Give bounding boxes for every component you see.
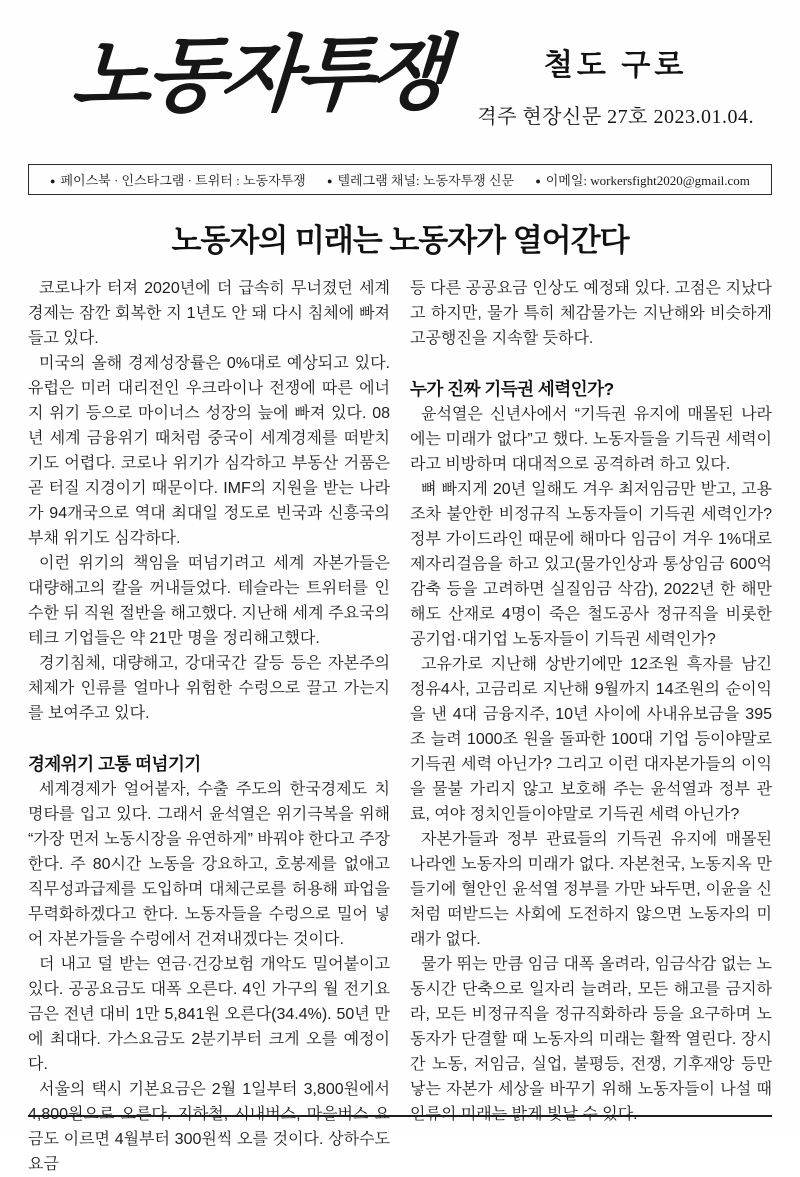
article-paragraph: 미국의 올해 경제성장률은 0%대로 예상되고 있다. 유럽은 미러 대리전인 우크라이나 전쟁에 따른 에너지 위기 등으로 마이너스 성장의 늪에 빠져 있다. 08년 세계 금융위기 때처럼 중국이 세계경제를 떠받치기도 어렵다. 코로나 위기가 심각하고 부동산 거품은 곧 터질 지경이기 때문이다. IMF의 지원을 받는 나라가 94개국으로 역대 최대일 정도로 빈국과 신흥국의 부채 위기도 심각하다. [28, 355, 390, 547]
article-body [28, 276, 772, 1177]
article-paragraph: 물가 뛰는 만큼 임금 대폭 올려라, 임금삭감 없는 노동시간 단축으로 일자리 늘려라, 모든 해고를 금지하라, 모든 비정규직을 정규직화하라 등을 요구하며 노동자가 단결할 때 노동자의 미래는 활짝 열린다. 장시간 노동, 저임금, 실업, 불평등, 전쟁, 기후재앙 등만 낳는 자본가 세상을 바꾸기 위해 노동자들이 나설 때 인류의 미래는 밝게 빛날 수 있다. [410, 956, 772, 1123]
contact-info-email-label: 이메일: workersfight2020@gmail.com [545, 173, 750, 188]
article-paragraph: 고유가로 지난해 상반기에만 12조원 흑자를 남긴 정유4사, 고금리로 지난해 9월까지 14조원의 순이익을 낸 4대 금융지주, 10년 사이에 사내유보금을 395조 늘려 1000조 원을 돌파한 100대 기업 등이야말로 기득권 세력 아닌가? 그리고 이런 대자본가들의 이익을 물불 가리지 않고 보호해 주는 윤석열과 정부 관료, 여야 정치인들이야말로 기득권 세력 아닌가? [410, 656, 772, 823]
article-paragraph: 서울의 택시 기본요금은 2월 1일부터 3,800원에서 4,800원으로 오른다. 지하철, 시내버스, 마을버스 요금도 이르면 4월부터 300원씩 오를 것이다. 상하수도 요금 [28, 1081, 390, 1173]
article-column-left [28, 276, 390, 1177]
section-heading: 경제위기 고통 떠넘기기 [28, 754, 201, 774]
contact-info-telegram-label: 텔레그램 채널: 노동자투쟁 신문 [337, 173, 515, 188]
article-paragraph: 뼈 빠지게 20년 일해도 겨우 최저임금만 받고, 고용조차 불안한 비정규직 노동자들이 기득권 세력인가? 정부 가이드라인 때문에 해마다 임금이 겨우 1%대로 제자리걸음을 하고 있고(물가인상과 통상임금 600억 감축 등을 고려하면 실질임금 삭감), 2022년 한 해만 해도 산재로 4명이 죽은 철도공사 정규직을 비롯한 공기업·대기업 노동자들이 기득권 세력인가? [410, 481, 772, 648]
main-headline: 노동자의 미래는 노동자가 열어간다 [171, 223, 629, 258]
article-column-right [410, 276, 772, 1177]
contact-info-sns [50, 173, 306, 188]
contact-info-telegram [327, 173, 514, 188]
article-paragraph: 세계경제가 얼어붙자, 수출 주도의 한국경제도 치명타를 입고 있다. 그래서 윤석열은 위기극복을 위해 “가장 먼저 노동시장을 유연하게” 바꿔야 한다고 주장한다. 주 80시간 노동을 강요하고, 호봉제를 없애고 직무성과급제를 도입하며 대체근로를 허용해 파업을 무력화하겠다고 한다. 노동자들을 수렁으로 밀어 넣어 자본가들을 수렁에서 건져내겠다는 것이다. [28, 781, 390, 948]
contact-info-email [535, 173, 750, 188]
masthead-edition-block [477, 30, 754, 129]
masthead-logo: 노동자투쟁 [68, 25, 447, 125]
contact-info-sns-label: 페이스북 · 인스타그램 · 트위터 : 노동자투쟁 [60, 173, 306, 188]
article-paragraph: 경기침체, 대량해고, 강대국간 갈등 등은 자본주의 체제가 인류를 얼마나 위험한 수렁으로 끌고 가는지를 보여주고 있다. [28, 655, 390, 722]
bullet-icon: ● [535, 176, 541, 186]
article-paragraph: 이런 위기의 책임을 떠넘기려고 세계 자본가들은 대량해고의 칼을 꺼내들었다. 테슬라는 트위터를 인수한 뒤 직원 절반을 해고했다. 지난해 세계 주요국의 테크 기업들은 약 21만 명을 정리해고했다. [28, 555, 390, 647]
section-heading: 누가 진짜 기득권 세력인가? [410, 379, 614, 399]
contact-info-bar [28, 164, 772, 195]
footer-rule [28, 1115, 772, 1117]
article-paragraph: 윤석열은 신년사에서 “기득권 유지에 매몰된 나라에는 미래가 없다”고 했다. 노동자들을 기득권 세력이라고 비방하며 대대적으로 공격하려 하고 있다. [410, 406, 772, 473]
article-paragraph: 자본가들과 정부 관료들의 기득권 유지에 매몰된 나라엔 노동자의 미래가 없다. 자본천국, 노동지옥 만들기에 혈안인 윤석열 정부를 가만 놔두면, 이윤을 신처럼 떠받드는 사회에 도전하지 않으면 노동자의 미래가 없다. [410, 831, 772, 948]
edition-title: 철도 구로 [543, 49, 688, 82]
masthead [28, 0, 772, 158]
article-paragraph: 등 다른 공공요금 인상도 예정돼 있다. 고점은 지났다고 하지만, 물가 특히 체감물가는 지난해와 비슷하게 고공행진을 지속할 듯하다. [410, 280, 772, 347]
article-paragraph: 더 내고 덜 받는 연금·건강보험 개악도 밀어붙이고 있다. 공공요금도 대폭 오른다. 4인 가구의 월 전기요금은 전년 대비 1만 5,841원 오른다(34.4%). 50년 만에 최대다. 가스요금도 2분기부터 크게 오를 예정이다. [28, 956, 390, 1073]
bullet-icon: ● [327, 176, 333, 186]
issue-date-line: 격주 현장신문 27호 2023.01.04. [477, 106, 754, 128]
bullet-icon: ● [50, 176, 56, 186]
article-paragraph: 코로나가 터져 2020년에 더 급속히 무너졌던 세계경제는 잠깐 회복한 지 1년도 안 돼 다시 침체에 빠져들고 있다. [28, 280, 390, 347]
